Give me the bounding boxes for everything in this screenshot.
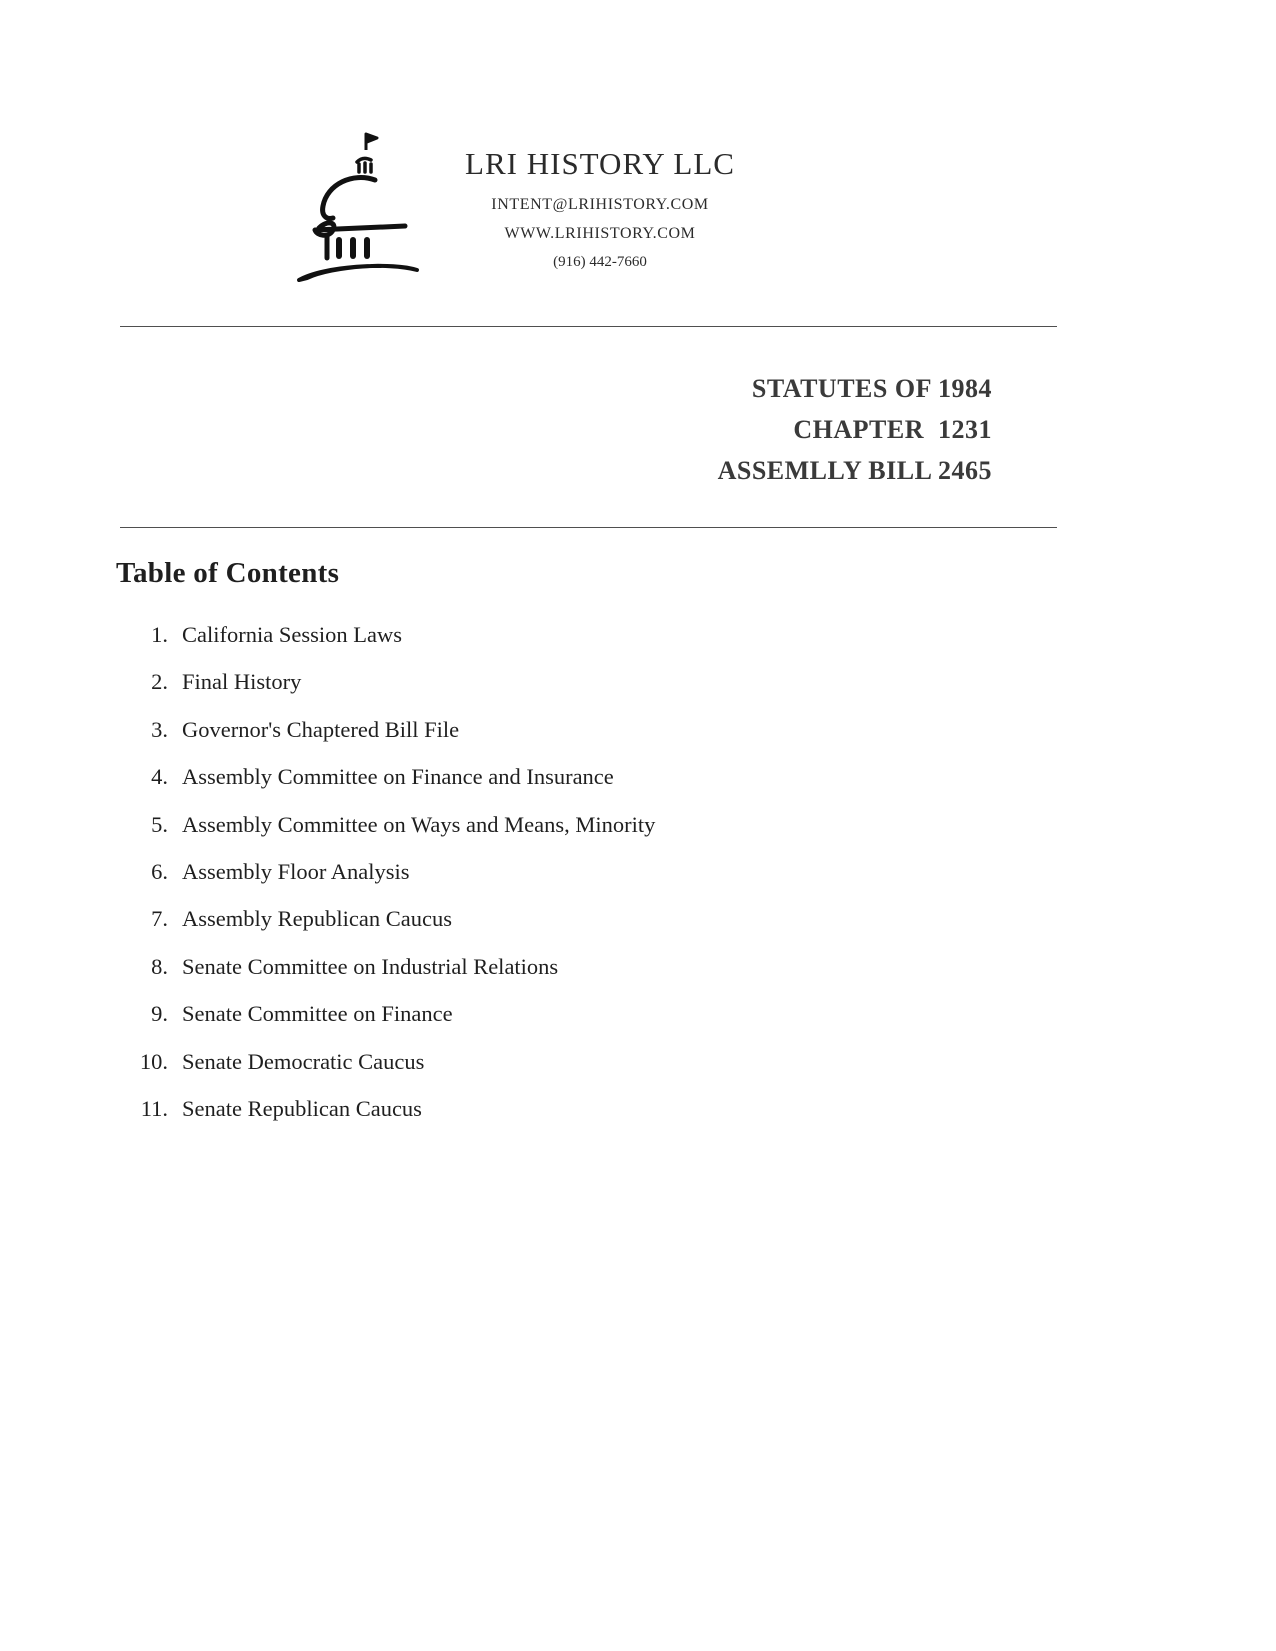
toc-item [116,1001,976,1048]
toc-item-number: 5. [151,811,168,837]
letterhead [0,118,1276,298]
toc-item-number: 11. [140,1095,168,1121]
capitol-dome-sketch-icon [293,128,433,293]
toc-item [116,1096,976,1143]
toc-item-number: 6. [151,858,168,884]
toc-item-number: 10. [139,1048,168,1074]
toc-item-number: 2. [151,669,168,695]
company-name: LRI HISTORY LLC [465,146,735,181]
toc-item-label: Assembly Republican Caucus [182,906,452,932]
statutes-year-line: STATUTES OF 1984 [751,374,992,403]
toc-item [116,859,976,906]
statute-title-block [718,368,992,491]
toc-item-label: Senate Committee on Finance [182,1001,453,1027]
toc-item-label: Assembly Committee on Finance and Insurance [182,764,614,790]
assembly-bill-line: ASSEMLLY BILL 2465 [717,456,992,485]
company-website: WWW.LRIHISTORY.COM [504,225,696,242]
horizontal-rule-top [120,326,1057,327]
toc-item-number: 3. [151,716,168,742]
toc-item-number: 4. [151,764,168,790]
toc-item [116,1049,976,1096]
toc-item [116,669,976,716]
toc-item-label: Senate Committee on Industrial Relations [182,953,559,979]
capitol-logo [293,128,433,293]
toc-heading: Table of Contents [116,557,340,589]
toc-item-number: 1. [151,622,168,647]
toc-item [116,906,976,953]
toc-item-number: 9. [151,1001,168,1027]
toc-item [116,622,976,669]
toc-item-label: Assembly Floor Analysis [182,858,410,884]
horizontal-rule-bottom [120,527,1057,528]
toc-item [116,717,976,764]
toc-item-label: Senate Republican Caucus [182,1095,422,1121]
toc-item-label: Governor's Chaptered Bill File [182,716,460,742]
chapter-line: CHAPTER 1231 [793,415,992,444]
toc-list [116,622,976,1143]
company-email: INTENT@LRIHISTORY.COM [491,196,709,213]
toc-item-label: Final History [182,669,302,695]
toc-item [116,764,976,811]
toc-item [116,812,976,859]
toc-item-label: California Session Laws [182,622,402,647]
toc-item [116,954,976,1001]
toc-item-number: 8. [151,953,168,979]
company-block [420,146,780,271]
toc-item-label: Assembly Committee on Ways and Means, Minority [182,811,656,837]
toc-item-number: 7. [151,906,168,932]
toc-item-label: Senate Democratic Caucus [182,1048,425,1074]
company-phone: (916) 442-7660 [553,254,647,270]
